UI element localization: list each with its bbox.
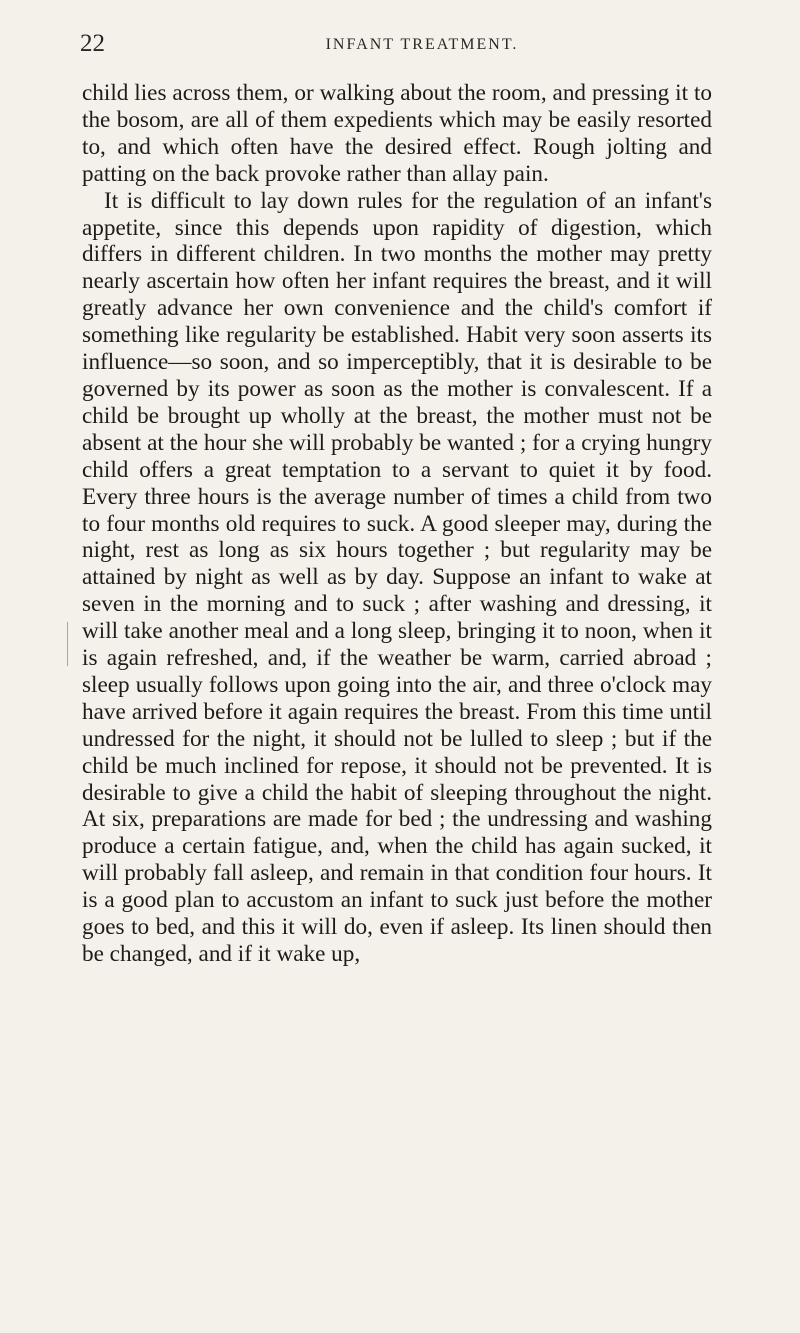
- running-title: INFANT TREATMENT.: [325, 36, 519, 53]
- page-number: 22: [80, 30, 105, 57]
- body-text: [82, 80, 712, 968]
- paragraph-appetite: It is difficult to lay down rules for the regulation of an infant's appetite, since this depends upon rapidity of digestion, which differs in different children. In two months the mother may pretty nearly ascertain how often her infant requires the breast, and it will greatly advance her own convenience and the child's comfort if something like regularity be established. Habit very soon asserts its influence—so soon, and so imperceptibly, that it is desirable to be governed by its power as soon as the mother is convalescent. If a child be brought up wholly at the breast, the mother must not be absent at the hour she will probably be wanted ; for a crying hungry child offers a great temptation to a servant to quiet it by food. Every three hours is the average number of times a child from two to four months old requires to suck. A good sleeper may, during the night, rest as long as six hours together ; but regularity may be attained by night as well as by day. Suppose an infant to wake at seven in the morning and to suck ; after washing and dressing, it will take another meal and a long sleep, bringing it to noon, when it is again refreshed, and, if the weather be warm, carried abroad ; sleep usually follows upon going into the air, and three o'clock may have arrived before it again requires the breast. From this time until undressed for the night, it should not be lulled to sleep ; but if the child be much inclined for repose, it should not be prevented. It is desirable to give a child the habit of sleeping throughout the night. At six, preparations are made for bed ; the undressing and washing produce a certain fatigue, and, when the child has again sucked, it will probably fall asleep, and remain in that condition four hours. It is a good plan to accustom an infant to suck just before the mother goes to bed, and this it will do, even if asleep. Its linen should then be changed, and if it wake up,: [82, 187, 712, 967]
- paragraph-continued: child lies across them, or walking about the room, and pressing it to the bosom, are all of them expedients which may be easily resorted to, and which often have the desired effect. Rough jolting and patting on the back provoke rather than allay pain.: [82, 80, 712, 187]
- running-head: [80, 30, 724, 58]
- margin-mark: [67, 622, 68, 666]
